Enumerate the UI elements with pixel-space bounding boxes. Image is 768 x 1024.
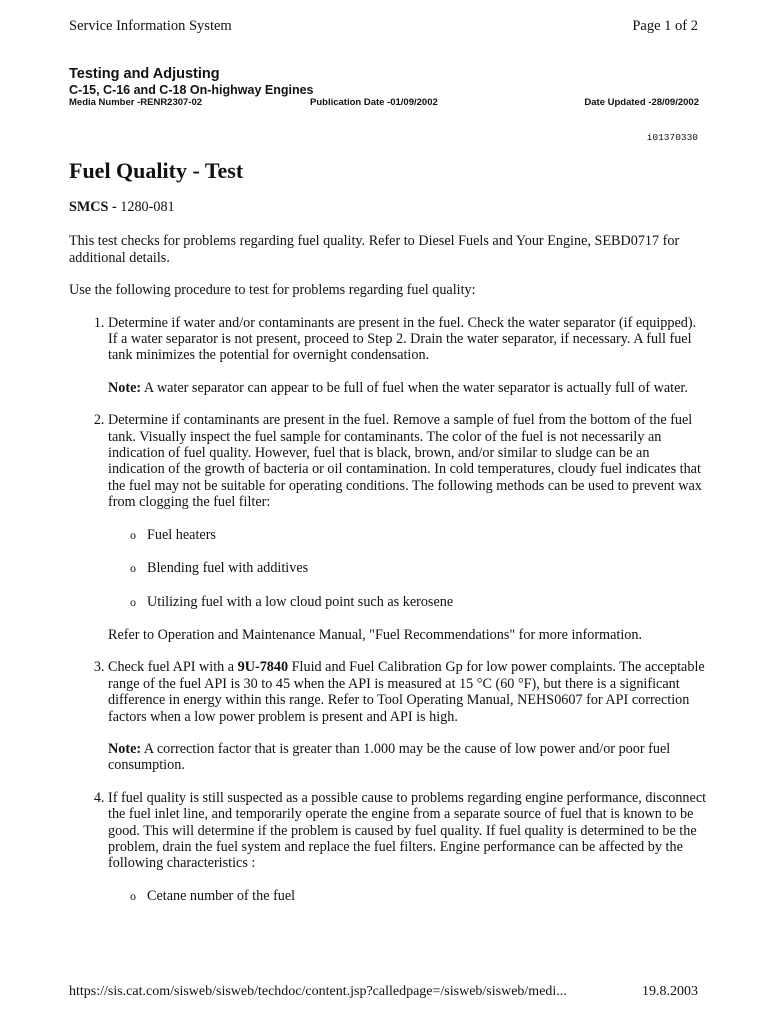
document-id: i01370330 [646,132,698,143]
step-3-text [108,659,709,725]
step-2-text: 2. Determine if contaminants are present in the fuel. Remove a sample of fuel from the bottom of the fuel tank. Visually inspect the fuel sample for contaminants. The color of the fuel is not necessarily an indication of fuel quality. However, fuel that is black, brown, and/or similar to sludge can be an indication of the growth of bacteria or oil contamination. In cold temperatures, cloudy fuel indicates that the fuel may not be suitable for operating conditions. The following methods can be used to prevent wax from clogging the fuel filter: [108,412,702,511]
step-3-text-pre: Check fuel API with a [108,659,238,676]
step-1-text: 1. Determine if water and/or contaminants are present in the fuel. Check the water separator (if equipped). If a water separator is not present, proceed to Step 2. Drain the water separator, if necessary. A full fuel tank minimizes the potential for overnight condensation. [108,314,697,364]
note-text: A correction factor that is greater than 1.000 may be the cause of low power and/or poor fuel consumption. [108,740,671,774]
step-2-reference: Refer to Operation and Maintenance Manual, "Fuel Recommendations" for more information. [108,626,642,643]
wax-prevention-methods [108,527,709,610]
engine-models: C-15, C-16 and C-18 On-highway Engines [69,83,314,97]
procedure-steps [69,315,709,905]
smcs-code [69,199,709,215]
note-label: Note: [108,379,142,396]
step-1 [108,315,709,397]
list-item: o Fuel heaters [130,527,709,543]
step-3-note [108,741,709,774]
footer-url: https://sis.cat.com/sisweb/sisweb/techdoc/content.jsp?calledpage=/sisweb/sisweb/medi... [69,984,567,999]
step-2 [108,412,709,643]
date-updated: Date Updated -28/09/2002 [584,97,699,108]
note-label: Note: [108,740,142,757]
media-number: Media Number -RENR2307-02 [69,97,203,108]
list-item: o Blending fuel with additives [130,560,709,576]
footer-date: 19.8.2003 [642,984,698,999]
section-title: Testing and Adjusting [69,66,220,82]
publication-date: Publication Date -01/09/2002 [310,97,438,108]
header-page-number: Page 1 of 2 [632,18,698,34]
header-system-name: Service Information System [69,18,232,34]
step-3-text-post: Fluid and Fuel Calibration Gp for low power complaints. The acceptable range of the fuel API is 30 to 45 when the API is measured at 15 °C (60 °F), but there is a significant difference in energy within this range. Refer to Tool Operating Manual, NEHS0607 for API correction factors when a low power problem is present and API is high. [108,659,705,725]
step-4 [108,790,709,904]
step-4-text: 4. If fuel quality is still suspected as a possible cause to problems regarding engine performance, disconnect the fuel inlet line, and temporarily operate the engine from a separate source of fuel that is known to be good. This will determine if the problem is caused by fuel quality. If fuel quality is determined to be the problem, drain the fuel system and replace the fuel filters. Engine performance can be affected by the following characteristics : [108,789,707,872]
smcs-value: 1280-081 [116,199,175,215]
list-item: o Cetane number of the fuel [130,888,709,904]
part-number: 9U-7840 [237,659,289,676]
note-text: A water separator can appear to be full of fuel when the water separator is actually full of water. [141,379,688,396]
step-3 [108,659,709,773]
list-item: o Utilizing fuel with a low cloud point such as kerosene [130,594,709,610]
smcs-label: SMCS - [69,199,117,215]
intro-paragraph: This test checks for problems regarding fuel quality. Refer to Diesel Fuels and Your Engine, SEBD0717 for additional details. [69,233,680,266]
page-title: Fuel Quality - Test [69,158,244,183]
fuel-characteristics [108,888,709,904]
step-1-note [108,380,709,396]
document-body [69,199,709,921]
procedure-lead: Use the following procedure to test for problems regarding fuel quality: [69,282,476,299]
